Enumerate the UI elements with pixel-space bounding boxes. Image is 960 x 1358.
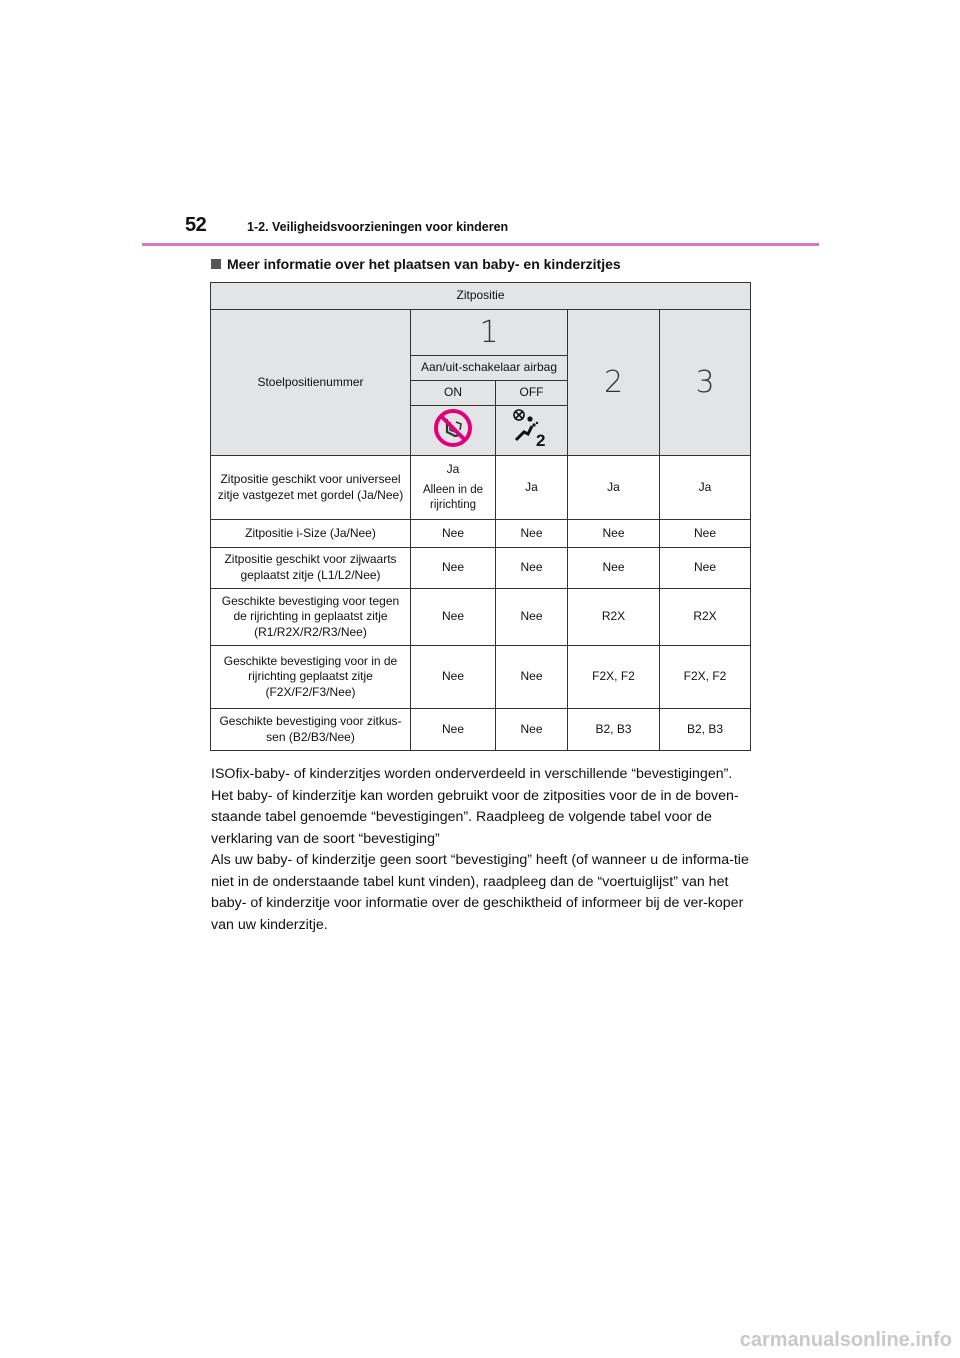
row-cell-seat2: R2X xyxy=(568,589,660,646)
chapter-title: 1-2. Veiligheidsvoorzieningen voor kinderen xyxy=(247,220,509,234)
row-cell-seat3: Nee xyxy=(660,520,751,548)
seat-1-header xyxy=(411,310,568,356)
no-rear-facing-seat-icon xyxy=(433,408,473,448)
airbag-on-icon-cell xyxy=(411,406,496,456)
watermark: carmanualsonline.info xyxy=(739,1329,952,1351)
row-cell-on: Nee xyxy=(411,709,496,751)
row-label: Zitpositie geschikt voor universeel zitje vastgezet met gordel (Ja/Nee) xyxy=(211,456,411,520)
table-row xyxy=(211,709,751,751)
row-cell-seat2: Nee xyxy=(568,520,660,548)
airbag-off-icon-cell xyxy=(496,406,568,456)
seat-number-2: 2 xyxy=(603,364,624,400)
row-label: Zitpositie i-Size (Ja/Nee) xyxy=(211,520,411,548)
row-cell-off: Ja xyxy=(496,456,568,520)
passenger-airbag-off-icon xyxy=(512,408,552,448)
airbag-switch-header: Aan/uit-schakelaar airbag xyxy=(411,356,568,381)
row-cell-seat3: R2X xyxy=(660,589,751,646)
zitpositie-header: Zitpositie xyxy=(211,283,751,310)
row-cell-seat2: F2X, F2 xyxy=(568,646,660,709)
row-cell-seat3: F2X, F2 xyxy=(660,646,751,709)
airbag-on-header: ON xyxy=(411,381,496,406)
row-cell-on-line1: Ja xyxy=(446,461,460,476)
page-number: 52 xyxy=(185,214,207,236)
body-paragraph-1: ISOfix-baby- of kinderzitjes worden onderverdeeld in verschillende “bevestigingen”. Het baby- of kinderzitje kan worden gebruikt voor de zitposities voor de in de boven-staande tabel genoemde “bevestigingen”. Raadpleeg de volgende tabel voor de verklaring van de soort “bevestiging” xyxy=(211,766,739,847)
body-text xyxy=(211,764,751,936)
row-cell-seat2: B2, B3 xyxy=(568,709,660,751)
svg-text:2: 2 xyxy=(535,431,545,449)
row-cell-seat3: Nee xyxy=(660,548,751,589)
row-label: Geschikte bevestiging voor tegen de rijrichting in geplaatst zitje (R1/R2X/R2/R3/Nee) xyxy=(211,589,411,646)
row-cell-on-line2: Alleen in de rijrichting xyxy=(422,484,484,512)
section-heading-text: Meer informatie over het plaatsen van baby- en kinderzitjes xyxy=(227,256,621,272)
row-cell-on: Nee xyxy=(411,646,496,709)
table-row xyxy=(211,589,751,646)
seat-3-header xyxy=(660,310,751,456)
seat-2-header xyxy=(568,310,660,456)
table-row xyxy=(211,456,751,520)
stoelpositie-header: Stoelpositienummer xyxy=(211,310,411,456)
table-row xyxy=(211,520,751,548)
row-label: Geschikte bevestiging voor in de rijrichting geplaatst zitje (F2X/F2/F3/Nee) xyxy=(211,646,411,709)
airbag-off-header: OFF xyxy=(496,381,568,406)
row-cell-off: Nee xyxy=(496,548,568,589)
body-paragraph-2: Als uw baby- of kinderzitje geen soort “bevestiging” heeft (of wanneer u de informa-tie niet in de onderstaande tabel kunt vinden), raadpleeg dan de “voertuiglijst” van het baby- of kinderzitje voor informatie over de geschiktheid of informeer bij de ver-koper van uw kinderzitje. xyxy=(211,852,749,933)
row-cell-on: Nee xyxy=(411,520,496,548)
table-row xyxy=(211,646,751,709)
row-cell-on xyxy=(411,456,496,520)
row-label: Zitpositie geschikt voor zijwaarts geplaatst zitje (L1/L2/Nee) xyxy=(211,548,411,589)
row-cell-seat3: Ja xyxy=(660,456,751,520)
row-cell-seat2: Nee xyxy=(568,548,660,589)
row-cell-off: Nee xyxy=(496,646,568,709)
row-cell-on: Nee xyxy=(411,589,496,646)
row-cell-on: Nee xyxy=(411,548,496,589)
square-bullet-icon xyxy=(211,259,221,269)
section-heading xyxy=(211,256,621,272)
row-cell-off: Nee xyxy=(496,520,568,548)
row-cell-off: Nee xyxy=(496,709,568,751)
seat-position-table xyxy=(210,282,751,751)
row-cell-off: Nee xyxy=(496,589,568,646)
header-rule xyxy=(142,243,819,246)
seat-number-1: 1 xyxy=(479,314,499,350)
table-row xyxy=(211,548,751,589)
row-cell-seat3: B2, B3 xyxy=(660,709,751,751)
row-cell-seat2: Ja xyxy=(568,456,660,520)
seat-number-3: 3 xyxy=(695,364,715,400)
row-label: Geschikte bevestiging voor zitkus-sen (B2/B3/Nee) xyxy=(211,709,411,751)
